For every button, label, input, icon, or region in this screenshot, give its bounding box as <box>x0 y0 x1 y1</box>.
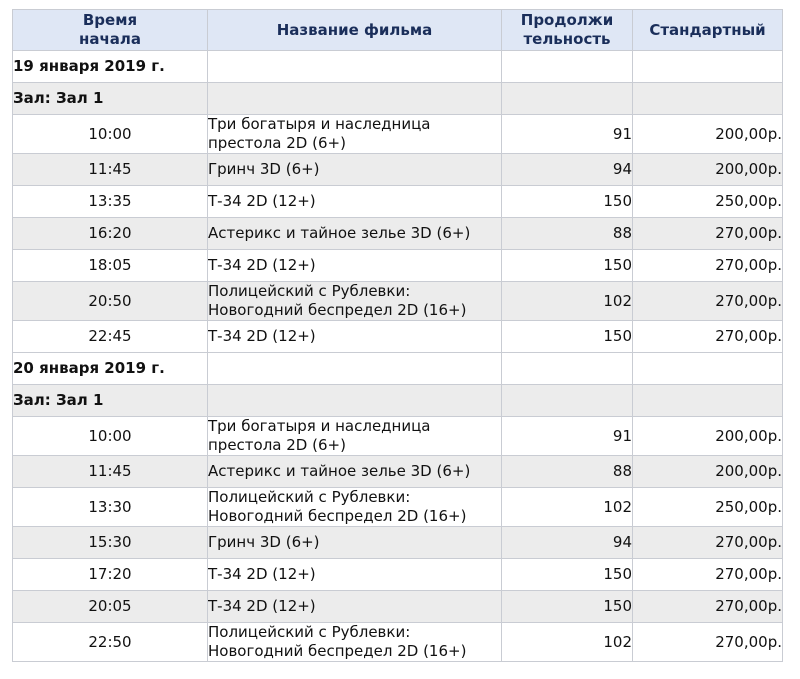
session-title-line2: Новогодний беспредел 2D (16+) <box>208 507 467 525</box>
session-price: 270,00р. <box>633 623 783 662</box>
schedule-body <box>13 51 783 662</box>
col-header-duration <box>502 10 633 51</box>
session-row <box>13 559 783 591</box>
date-row <box>13 51 783 83</box>
date-label: 19 января 2019 г. <box>13 51 208 83</box>
empty-cell <box>502 83 633 115</box>
session-duration: 88 <box>502 218 633 250</box>
session-title-line1: Т-34 2D (12+) <box>208 192 316 210</box>
empty-cell <box>208 83 502 115</box>
hall-row <box>13 385 783 417</box>
session-duration: 94 <box>502 527 633 559</box>
session-row <box>13 154 783 186</box>
session-time: 18:05 <box>13 250 208 282</box>
session-duration: 150 <box>502 186 633 218</box>
col-header-start-line2: начала <box>78 30 141 48</box>
session-row <box>13 115 783 154</box>
session-price: 270,00р. <box>633 250 783 282</box>
session-duration: 150 <box>502 321 633 353</box>
session-title-line1: Т-34 2D (12+) <box>208 565 316 583</box>
empty-cell <box>208 51 502 83</box>
col-header-duration-line2: тельность <box>523 30 611 48</box>
session-title-line1: Т-34 2D (12+) <box>208 256 316 274</box>
hall-label: Зал: Зал 1 <box>13 83 208 115</box>
session-time: 10:00 <box>13 417 208 456</box>
session-row <box>13 417 783 456</box>
session-row <box>13 527 783 559</box>
session-title-line1: Астерикс и тайное зелье 3D (6+) <box>208 224 471 242</box>
session-title-line1: Полицейский с Рублевки: <box>208 282 411 300</box>
session-title-line1: Гринч 3D (6+) <box>208 533 320 551</box>
session-title-line1: Гринч 3D (6+) <box>208 160 320 178</box>
session-price: 200,00р. <box>633 456 783 488</box>
session-title-line1: Три богатыря и наследница <box>208 417 431 435</box>
session-price: 270,00р. <box>633 591 783 623</box>
session-time: 13:30 <box>13 488 208 527</box>
session-price: 250,00р. <box>633 488 783 527</box>
session-row <box>13 591 783 623</box>
session-title <box>208 250 502 282</box>
session-title <box>208 115 502 154</box>
session-duration: 150 <box>502 250 633 282</box>
session-title <box>208 186 502 218</box>
session-duration: 150 <box>502 591 633 623</box>
col-header-duration-line1: Продолжи <box>520 11 614 29</box>
empty-cell <box>502 353 633 385</box>
session-title-line1: Т-34 2D (12+) <box>208 327 316 345</box>
session-price: 250,00р. <box>633 186 783 218</box>
col-header-price: Стандартный <box>633 10 783 51</box>
session-price: 270,00р. <box>633 218 783 250</box>
session-price: 270,00р. <box>633 527 783 559</box>
session-row <box>13 456 783 488</box>
session-row <box>13 186 783 218</box>
session-row <box>13 488 783 527</box>
session-duration: 102 <box>502 488 633 527</box>
empty-cell <box>502 385 633 417</box>
date-label: 20 января 2019 г. <box>13 353 208 385</box>
schedule-table <box>12 9 783 662</box>
session-time: 10:00 <box>13 115 208 154</box>
session-price: 270,00р. <box>633 282 783 321</box>
session-title <box>208 591 502 623</box>
session-title <box>208 623 502 662</box>
session-title-line1: Астерикс и тайное зелье 3D (6+) <box>208 462 471 480</box>
empty-cell <box>633 385 783 417</box>
session-time: 22:45 <box>13 321 208 353</box>
header-row <box>13 10 783 51</box>
session-duration: 102 <box>502 282 633 321</box>
session-title <box>208 218 502 250</box>
session-duration: 102 <box>502 623 633 662</box>
session-duration: 94 <box>502 154 633 186</box>
session-row <box>13 282 783 321</box>
session-title <box>208 559 502 591</box>
session-title-line2: Новогодний беспредел 2D (16+) <box>208 642 467 660</box>
session-row <box>13 623 783 662</box>
session-title <box>208 417 502 456</box>
session-time: 20:05 <box>13 591 208 623</box>
empty-cell <box>633 51 783 83</box>
hall-row <box>13 83 783 115</box>
session-time: 20:50 <box>13 282 208 321</box>
session-title <box>208 527 502 559</box>
session-duration: 150 <box>502 559 633 591</box>
session-title-line1: Т-34 2D (12+) <box>208 597 316 615</box>
session-title-line1: Три богатыря и наследница <box>208 115 431 133</box>
session-price: 270,00р. <box>633 321 783 353</box>
session-title <box>208 456 502 488</box>
session-time: 11:45 <box>13 456 208 488</box>
date-row <box>13 353 783 385</box>
session-title <box>208 154 502 186</box>
empty-cell <box>208 385 502 417</box>
session-duration: 91 <box>502 115 633 154</box>
session-row <box>13 218 783 250</box>
empty-cell <box>208 353 502 385</box>
session-title-line2: Новогодний беспредел 2D (16+) <box>208 301 467 319</box>
col-header-start-line1: Время <box>82 11 138 29</box>
session-row <box>13 250 783 282</box>
session-title-line2: престола 2D (6+) <box>208 134 346 152</box>
session-title-line1: Полицейский с Рублевки: <box>208 488 411 506</box>
session-price: 270,00р. <box>633 559 783 591</box>
empty-cell <box>502 51 633 83</box>
col-header-start-time <box>13 10 208 51</box>
session-row <box>13 321 783 353</box>
hall-label: Зал: Зал 1 <box>13 385 208 417</box>
empty-cell <box>633 83 783 115</box>
session-time: 15:30 <box>13 527 208 559</box>
empty-cell <box>633 353 783 385</box>
session-time: 11:45 <box>13 154 208 186</box>
session-duration: 91 <box>502 417 633 456</box>
col-header-title: Название фильма <box>208 10 502 51</box>
session-time: 13:35 <box>13 186 208 218</box>
session-title <box>208 488 502 527</box>
session-price: 200,00р. <box>633 115 783 154</box>
session-title <box>208 282 502 321</box>
session-title-line1: Полицейский с Рублевки: <box>208 623 411 641</box>
session-time: 17:20 <box>13 559 208 591</box>
session-price: 200,00р. <box>633 154 783 186</box>
session-time: 16:20 <box>13 218 208 250</box>
session-time: 22:50 <box>13 623 208 662</box>
session-price: 200,00р. <box>633 417 783 456</box>
session-title <box>208 321 502 353</box>
session-duration: 88 <box>502 456 633 488</box>
session-title-line2: престола 2D (6+) <box>208 436 346 454</box>
